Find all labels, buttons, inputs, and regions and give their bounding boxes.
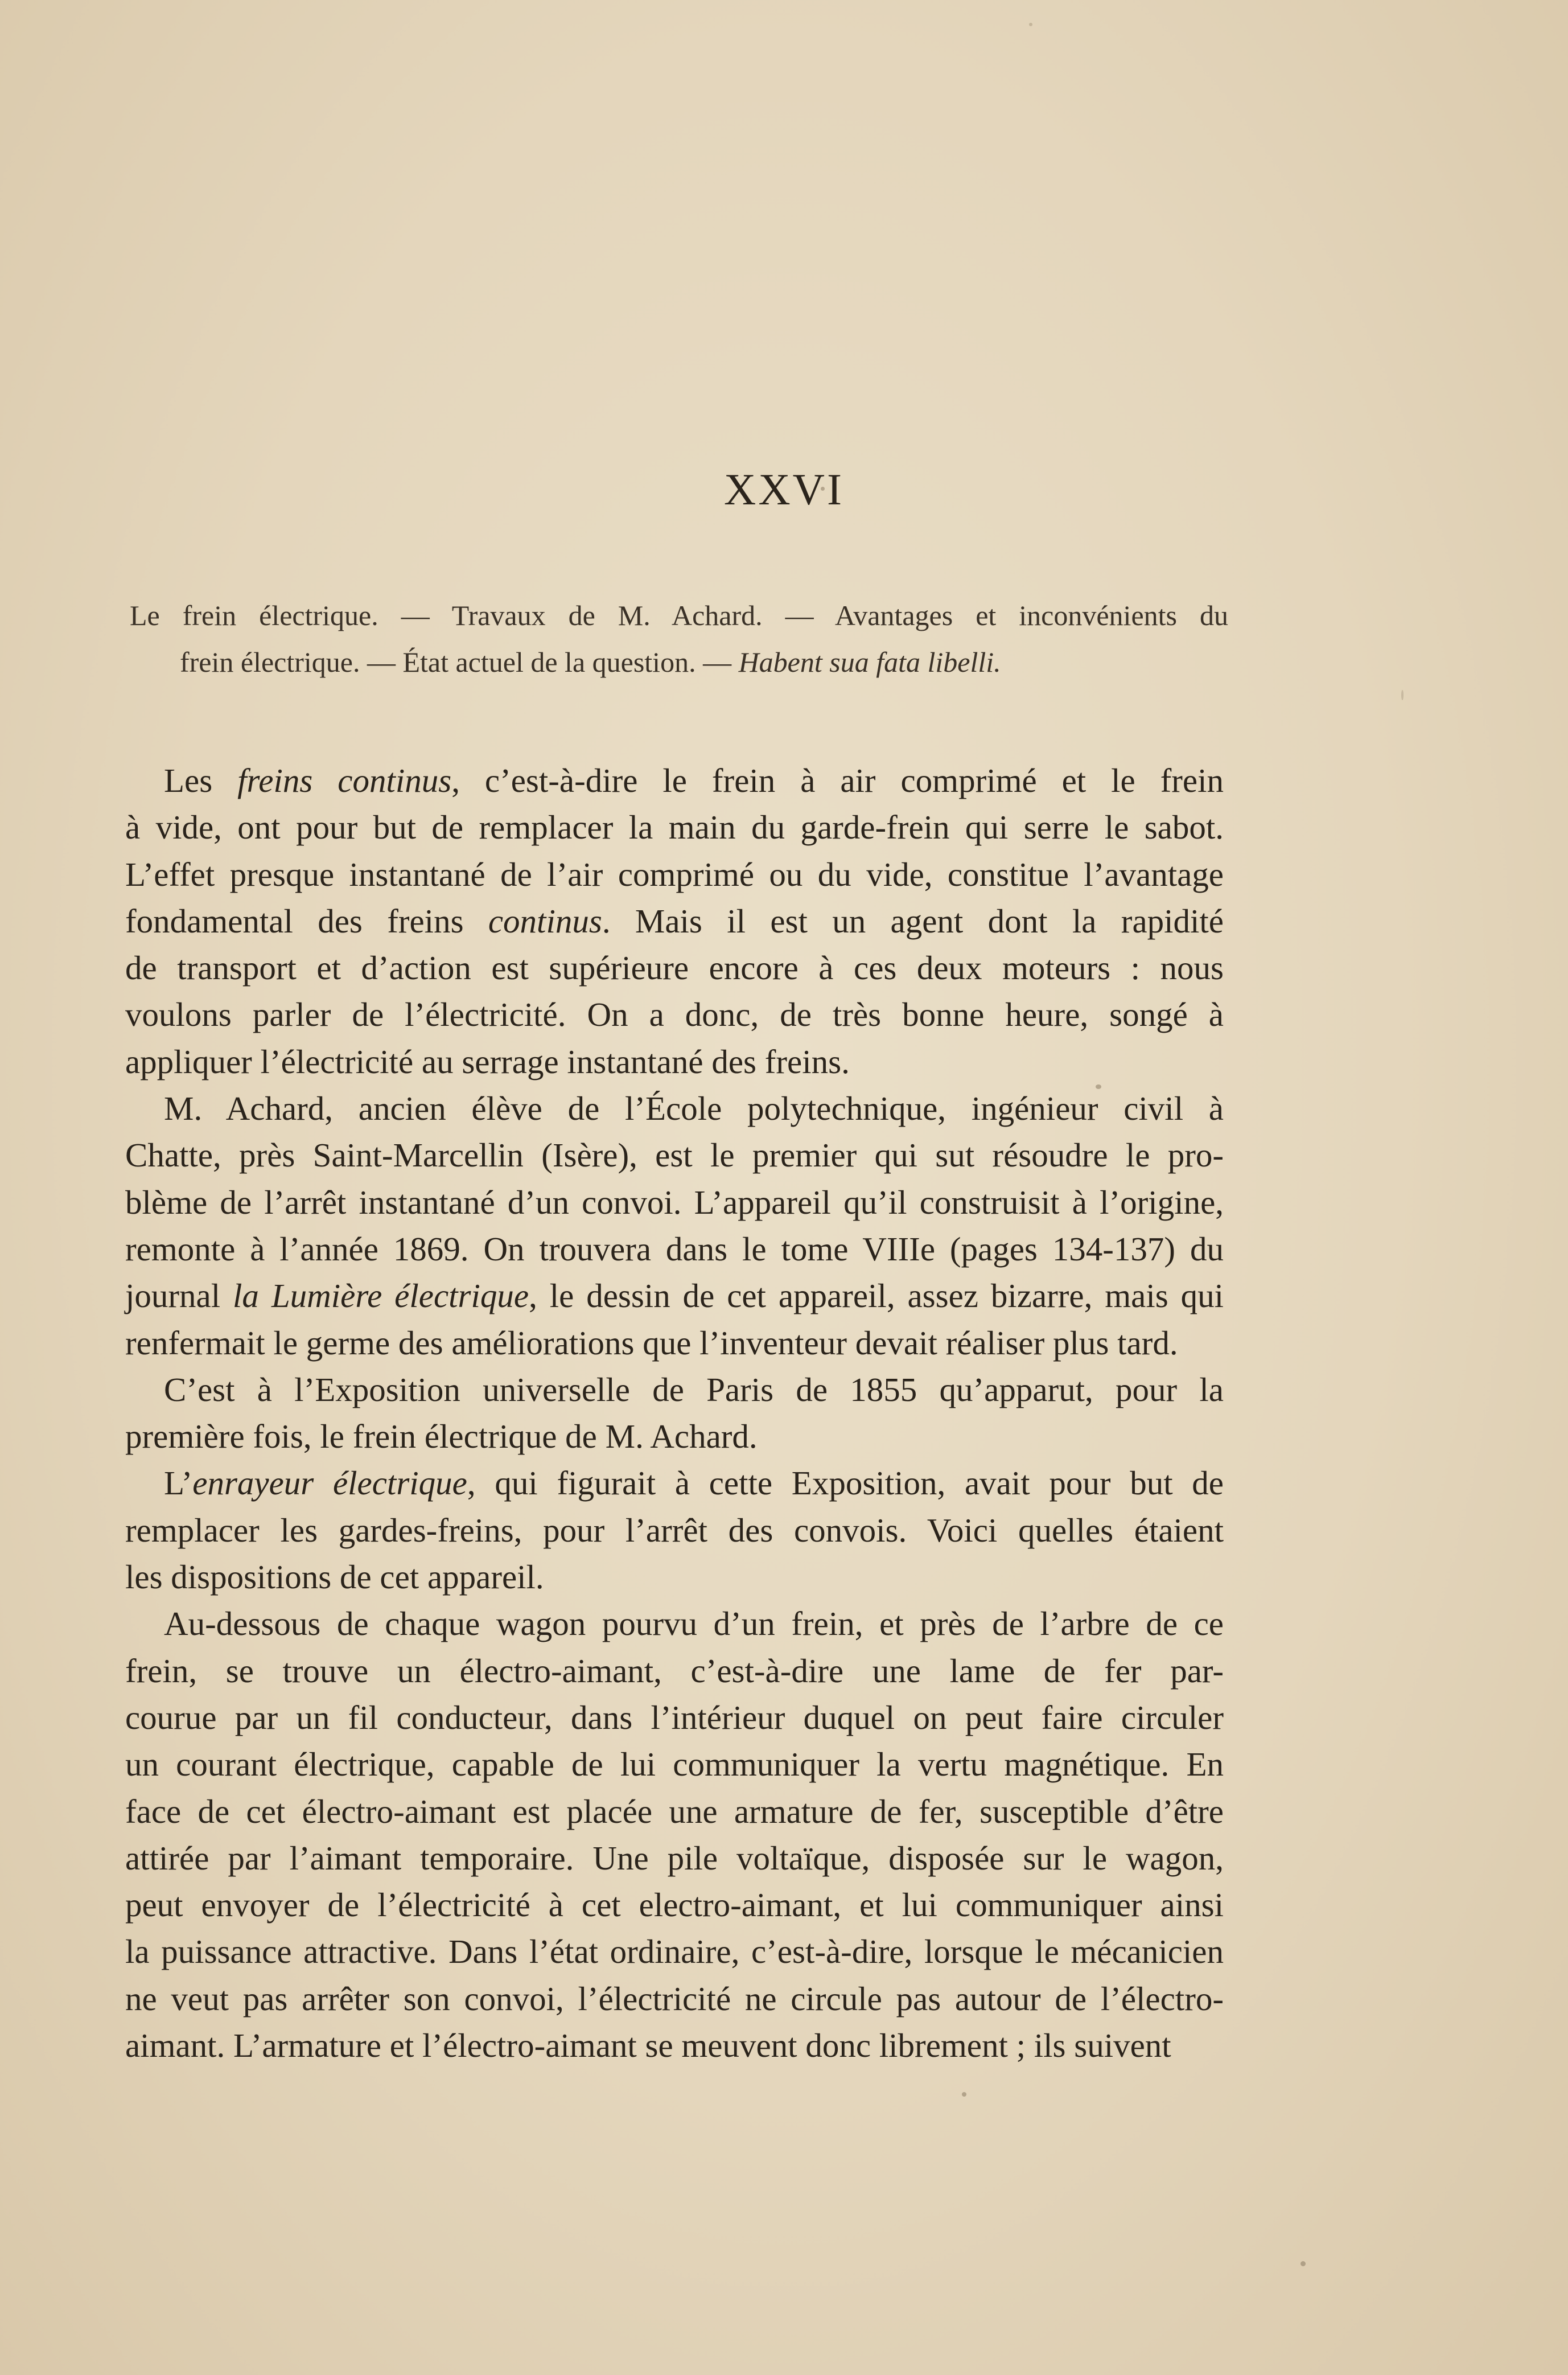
italic-term: enrayeur électrique — [192, 1464, 467, 1502]
text-segment: L’ — [164, 1464, 193, 1502]
text-line: la puissance attractive. Dans l’état ordinaire, c’est-à-dire, lorsque le mécanicien — [125, 1933, 1224, 1971]
text-segment: , le dessin de cet appareil, assez bizarre, mais qui — [529, 1277, 1224, 1315]
text-line: à vide, ont pour but de remplacer la main du garde-frein qui serre le sabot. — [125, 808, 1224, 847]
chapter-body — [125, 757, 1224, 2069]
chapter-number: XXVI — [724, 465, 844, 514]
paper-speck — [1301, 2261, 1306, 2266]
text-line: blème de l’arrêt instantané d’un convoi. L’appareil qu’il construisit à l’origine, — [125, 1183, 1224, 1221]
text-line: L’effet presque instantané de l’air comprimé ou du vide, constitue l’avantage — [125, 855, 1224, 893]
text-segment: , qui figurait à cette Exposition, avait pour but de — [467, 1464, 1224, 1502]
text-line: face de cet électro-aimant est placée une armature de fer, susceptible d’être — [125, 1792, 1224, 1830]
text-line: remonte à l’année 1869. On trouvera dans le tome VIIIe (pages 134-137) du — [125, 1230, 1224, 1268]
text-line: Au-dessous de chaque wagon pourvu d’un frein, et près de l’arbre de ce — [164, 1605, 1224, 1643]
text-line — [125, 1272, 1224, 1319]
text-line: renfermait le germe des améliorations que l’inventeur devait réaliser plus tard. — [125, 1324, 1178, 1362]
paragraph — [125, 1460, 1224, 1600]
text-line: attirée par l’aimant temporaire. Une pile voltaïque, disposée sur le wagon, — [125, 1839, 1224, 1877]
paragraph — [125, 757, 1224, 1085]
text-segment: , c’est-à-dire le frein à air comprimé et le frein — [451, 762, 1224, 799]
summary-latin-motto: Habent sua fata libelli. — [738, 646, 1001, 678]
italic-term: continus — [488, 902, 602, 940]
paragraph — [125, 1600, 1224, 2069]
text-segment: fondamental des freins — [125, 902, 488, 940]
text-line: un courant électrique, capable de lui communiquer la vertu magnétique. En — [125, 1745, 1224, 1784]
text-line: C’est à l’Exposition universelle de Paris de 1855 qu’apparut, pour la — [164, 1370, 1224, 1408]
italic-term: freins continus — [237, 762, 452, 799]
chapter-summary — [130, 592, 1228, 685]
text-line: aimant. L’armature et l’électro-aimant se meuvent donc librement ; ils suivent — [125, 2027, 1171, 2065]
paragraph — [125, 1085, 1224, 1366]
text-line: M. Achard, ancien élève de l’École polytechnique, ingénieur civil à — [164, 1090, 1224, 1128]
text-line: frein, se trouve un électro-aimant, c’est-à-dire une lame de fer par- — [125, 1651, 1224, 1690]
text-segment: . Mais il est un agent dont la rapidité — [602, 902, 1224, 940]
paper-speck — [962, 2092, 966, 2097]
summary-line-2-text: frein électrique. — État actuel de la question. — — [180, 646, 739, 678]
italic-term: la Lumière électrique — [233, 1277, 529, 1315]
text-line: première fois, le frein électrique de M. Achard. — [125, 1417, 758, 1456]
text-line: ne veut pas arrêter son convoi, l’électricité ne circule pas autour de l’électro- — [125, 1979, 1224, 2017]
text-line: courue par un fil conducteur, dans l’intérieur duquel on peut faire circuler — [125, 1698, 1224, 1736]
text-line: peut envoyer de l’électricité à cet electro-aimant, et lui communiquer ainsi — [125, 1886, 1224, 1924]
text-line — [125, 898, 1224, 944]
paper-speck — [1401, 690, 1404, 700]
text-line — [125, 1460, 1224, 1506]
paper-speck — [1029, 23, 1032, 26]
text-line: appliquer l’électricité au serrage instantané des freins. — [125, 1042, 850, 1080]
text-segment: Les — [164, 762, 238, 799]
text-line: Chatte, près Saint-Marcellin (Isère), est le premier qui sut résoudre le pro- — [125, 1136, 1224, 1174]
summary-line-2 — [130, 639, 1228, 685]
paragraph — [125, 1366, 1224, 1460]
text-line: remplacer les gardes-freins, pour l’arrêt des convois. Voici quelles étaient — [125, 1511, 1224, 1549]
summary-line-1: Le frein électrique. — Travaux de M. Achard. — Avantages et inconvénients du — [130, 599, 1228, 631]
text-segment: journal — [125, 1277, 233, 1315]
text-line: voulons parler de l’électricité. On a donc, de très bonne heure, songé à — [125, 996, 1224, 1034]
text-line: de transport et d’action est supérieure encore à ces deux moteurs : nous — [125, 949, 1224, 987]
text-line — [125, 757, 1224, 804]
text-line: les dispositions de cet appareil. — [125, 1558, 544, 1596]
